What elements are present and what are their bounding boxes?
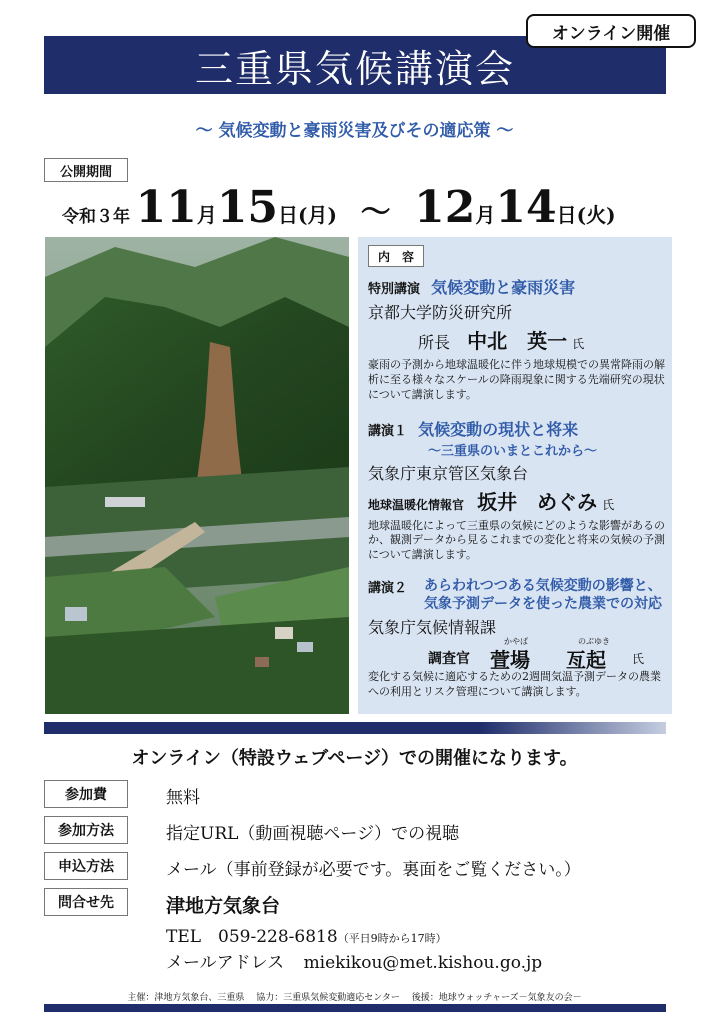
special-lecture-title: 気候変動と豪雨災害 xyxy=(431,278,576,297)
page-title: 三重県気候講演会 xyxy=(44,36,666,94)
contact-tel: TEL 059-228-6818（平日9時から17時） xyxy=(166,927,447,947)
special-lecture-tag: 特別講演 xyxy=(368,282,421,297)
special-lecture-description: 豪雨の予測から地球温暖化に伴う地球規模での異常降雨の解析に至る様々なスケールの降雨現象に関する先端研究の現状について講演します。 xyxy=(368,358,665,401)
fee-label: 参加費 xyxy=(44,780,128,808)
online-message: オンライン（特設ウェブページ）での開催になります。 xyxy=(131,748,578,769)
end-month: 12 xyxy=(414,182,476,233)
lecture1-org: 気象庁東京管区気象台 xyxy=(368,463,529,483)
page-subtitle: ～ 気候変動と豪雨災害及びその適応策 ～ xyxy=(195,121,514,141)
lecture1-position: 地球温暖化情報官 xyxy=(368,497,465,512)
special-lecture-speaker: 中北 英一 xyxy=(467,329,568,353)
start-month: 11 xyxy=(135,182,197,233)
event-period: 令和３年 11月15日(月) ～ 12月14日(火) xyxy=(62,182,616,233)
lecture2-tag: 講演２ xyxy=(368,581,408,597)
landslide-photo xyxy=(45,237,349,714)
content-label: 内 容 xyxy=(368,245,424,267)
lecture2-title: あらわれつつある気候変動の影響と、気象予測データを使った農業での対応 xyxy=(424,578,662,613)
lecture2-org: 気象庁気候情報課 xyxy=(368,618,497,638)
lecture1-description: 地球温暖化によって三重県の気候にどのような影響があるのか、観測データから見るこれまでの変化と将来の気候の予測について講演します。 xyxy=(368,518,665,562)
special-lecture-org: 京都大学防災研究所 xyxy=(368,303,513,322)
divider-bottom xyxy=(44,1004,666,1012)
contact-mail: メールアドレス miekikou@met.kishou.go.jp xyxy=(166,953,543,973)
end-day: 14 xyxy=(495,182,557,233)
period-tilde: ～ xyxy=(360,195,391,230)
online-event-badge: オンライン開催 xyxy=(526,14,696,48)
fee-value: 無料 xyxy=(166,788,200,808)
lecture1-subtitle: ～三重県のいまとこれから～ xyxy=(428,443,598,459)
start-day: 15 xyxy=(216,182,279,233)
apply-label: 申込方法 xyxy=(44,852,128,880)
lecture1-title: 気候変動の現状と将来 xyxy=(418,419,579,439)
contact-org: 津地方気象台 xyxy=(166,895,281,917)
divider-top xyxy=(44,722,666,734)
era: 令和３年 xyxy=(62,207,130,227)
lecture1-speaker: 坂井 めぐみ xyxy=(477,489,598,514)
method-label: 参加方法 xyxy=(44,816,128,844)
footer-credits: 主催：津地方気象台、三重県 協力：三重県気候変動適応センター 後援：地球ウォッチャーズ－気象友の会－ xyxy=(127,993,582,1003)
lecture1-tag: 講演１ xyxy=(368,423,408,439)
lecture2-speaker-given: 亙起 xyxy=(566,648,606,673)
apply-value: メール（事前登録が必要です。裏面をご覧ください。） xyxy=(166,860,581,880)
lecture2-description: 変化する気候に適応するための2週間気温予測データの農業への利用とリスク管理について講演します。 xyxy=(368,670,661,699)
mail-address[interactable]: miekikou@met.kishou.go.jp xyxy=(303,953,543,973)
method-value: 指定URL（動画視聴ページ）での視聴 xyxy=(166,824,460,844)
period-label: 公開期間 xyxy=(44,158,128,182)
lecture2-speaker-family: 萱場 xyxy=(490,648,530,673)
end-dow: (火) xyxy=(576,203,616,227)
start-dow: (月) xyxy=(298,203,337,227)
lecture2-position: 調査官 xyxy=(428,651,470,668)
special-lecture-position: 所長 xyxy=(418,333,451,352)
contact-label: 問合せ先 xyxy=(44,888,128,916)
program-panel: 内 容 特別講演 気候変動と豪雨災害 京都大学防災研究所 所長 中北 英一 氏 豪雨の予測から地球温暖化に伴う地球規模での異常降雨の解析に至る様々なスケールの降雨現象に関する先端研究の現状について講演します。 講演１ 気候変動の現状と将来 ～三重県のいまとこれから～ 気象庁東京管区気象台 地球温暖化情報官 坂井 めぐみ 氏 地球温暖化によって三重県の気候にどのような影響があるのか、観測データから見るこれまでの変化と将来の気候の予測について講演します。 講演２ あらわれつつある気候変動の影響と、気象予測データを使った農業での対応 気象庁気候情報課 調査官 かやば 萱場 のぶゆき 亙起 氏 変化する気候に適応するための2週間気温予測データの農業への利用とリスク管理について講演します。 xyxy=(358,237,672,714)
